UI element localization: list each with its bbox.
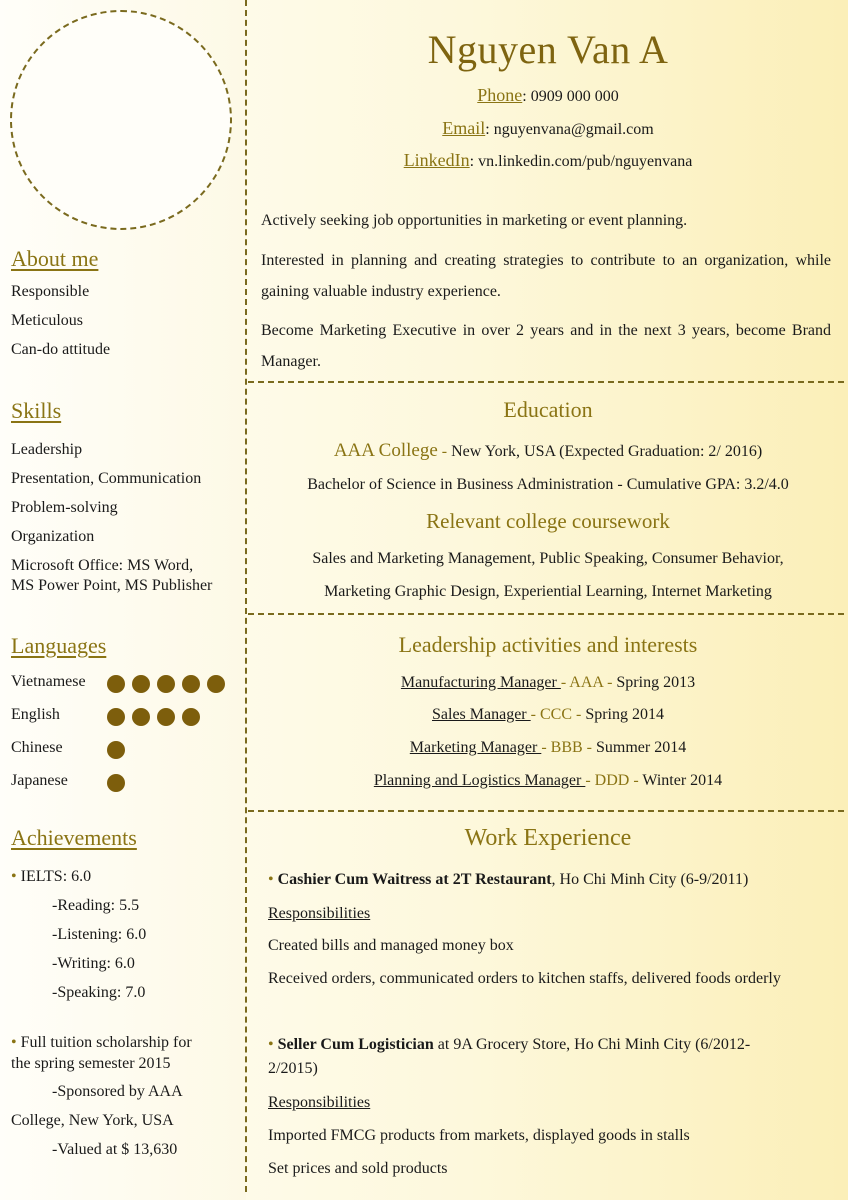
language-name: English (11, 706, 60, 723)
about-item: Can-do attitude (11, 341, 111, 358)
level-dot-icon (182, 708, 200, 726)
candidate-name: Nguyen Van A (427, 27, 669, 72)
linkedin-label: LinkedIn (403, 150, 470, 170)
sponsor-line: College, New York, USA (11, 1112, 174, 1129)
section-divider (248, 381, 844, 383)
leadership-heading: Leadership activities and interests (398, 632, 698, 657)
skills-heading: Skills (11, 398, 62, 423)
ielts-score: -Speaking: 7.0 (52, 984, 146, 1001)
language-row (11, 673, 241, 695)
responsibility-item: Set prices and sold products (268, 1160, 448, 1177)
language-level (107, 675, 225, 693)
email-label: Email (442, 118, 486, 138)
skill-item: Presentation, Communication (11, 470, 202, 487)
separator: - (585, 772, 595, 789)
level-dot-icon (207, 675, 225, 693)
level-dot-icon (157, 708, 175, 726)
level-dot-icon (107, 675, 125, 693)
linkedin-value: vn.linkedin.com/pub/nguyenvana (478, 153, 693, 170)
level-dot-icon (182, 675, 200, 693)
email-value: nguyenvana@gmail.com (493, 121, 654, 138)
scholarship-line: the spring semester 2015 (11, 1055, 171, 1072)
skill-item: Problem-solving (11, 499, 118, 516)
level-dot-icon (107, 774, 125, 792)
responsibility-item: Created bills and managed money box (268, 937, 514, 954)
level-dot-icon (132, 675, 150, 693)
level-dot-icon (132, 708, 150, 726)
leadership-period: Summer 2014 (595, 739, 687, 756)
coursework-line: Marketing Graphic Design, Experiential Learning, Internet Marketing (324, 583, 772, 600)
job-title: Cashier Cum Waitress at 2T Restaurant (277, 871, 552, 888)
separator: - (437, 443, 452, 460)
responsibilities-label: Responsibilities (268, 905, 371, 922)
leadership-item (248, 706, 848, 724)
ielts-score: -Reading: 5.5 (52, 897, 140, 914)
about-heading: About me (11, 246, 99, 271)
bullet-icon: • (11, 868, 17, 885)
language-row (11, 772, 241, 794)
leadership-role: Manufacturing Manager (400, 674, 561, 691)
column-divider (245, 0, 247, 1192)
languages-heading: Languages (11, 633, 107, 658)
separator: - (582, 739, 596, 756)
leadership-org: BBB (550, 739, 583, 756)
ielts-text: IELTS: 6.0 (20, 868, 92, 885)
phone-label: Phone (477, 85, 523, 105)
coursework-heading: Relevant college coursework (426, 509, 670, 533)
language-level (107, 741, 125, 759)
separator: - (530, 706, 540, 723)
work-heading: Work Experience (464, 825, 632, 851)
language-level (107, 774, 125, 792)
separator: - (541, 739, 551, 756)
objective-paragraph: Become Marketing Executive in over 2 years and in the next 3 years, become Brand Manager. (261, 322, 831, 370)
leadership-item (248, 739, 848, 757)
contact-phone: Phone: 0909 000 000 (477, 85, 619, 105)
about-item: Responsible (11, 283, 90, 300)
job-detail-cont: 2/2015) (268, 1060, 318, 1077)
achievement-ielts (11, 866, 91, 888)
language-name: Chinese (11, 739, 63, 756)
language-level (107, 708, 200, 726)
achievements-heading: Achievements (11, 825, 137, 850)
skill-item: MS Power Point, MS Publisher (11, 577, 213, 594)
bullet-icon: • (268, 1036, 274, 1053)
leadership-org: AAA (569, 674, 604, 691)
separator: - (560, 674, 570, 691)
job-title-line (268, 868, 828, 892)
responsibilities-label: Responsibilities (268, 1094, 371, 1111)
achievement-scholarship (11, 1032, 192, 1054)
leadership-item (248, 674, 848, 692)
leadership-org: DDD (594, 772, 630, 789)
bullet-icon: • (268, 871, 274, 888)
language-row (11, 739, 241, 761)
job-title-line (268, 1033, 828, 1057)
leadership-role: Marketing Manager (409, 739, 542, 756)
education-heading: Education (503, 397, 593, 422)
level-dot-icon (107, 741, 125, 759)
scholarship-line: Full tuition scholarship for (20, 1034, 192, 1051)
level-dot-icon (157, 675, 175, 693)
leadership-period: Spring 2013 (616, 674, 696, 691)
language-row (11, 706, 241, 728)
leadership-role: Planning and Logistics Manager (373, 772, 586, 789)
language-name: Japanese (11, 772, 68, 789)
skill-item: Leadership (11, 441, 83, 458)
coursework-line: Sales and Marketing Management, Public Speaking, Consumer Behavior, (312, 550, 784, 567)
separator: - (571, 706, 586, 723)
separator: - (603, 674, 617, 691)
separator: - (629, 772, 643, 789)
language-name: Vietnamese (11, 673, 86, 690)
responsibility-item: Received orders, communicated orders to kitchen staffs, delivered foods orderly (268, 970, 781, 987)
job-title: Seller Cum Logistician (277, 1036, 434, 1053)
profile-photo-placeholder (10, 10, 232, 230)
phone-value: 0909 000 000 (530, 88, 619, 105)
leadership-role: Sales Manager (432, 706, 531, 723)
leadership-org: CCC (539, 706, 572, 723)
sponsor-line: -Sponsored by AAA (52, 1083, 183, 1100)
scholarship-value: -Valued at $ 13,630 (52, 1141, 178, 1158)
school-name: AAA College (333, 440, 438, 461)
contact-linkedin: LinkedIn: vn.linkedin.com/pub/nguyenvana (403, 150, 693, 170)
skill-item: Microsoft Office: MS Word, (11, 557, 194, 574)
education-school-line (248, 440, 848, 462)
ielts-score: -Writing: 6.0 (52, 955, 135, 972)
job-detail: , Ho Chi Minh City (6-9/2011) (551, 871, 749, 888)
objective-paragraph: Interested in planning and creating strategies to contribute to an organization, while gaining valuable industry experience. (261, 252, 831, 300)
responsibility-item: Imported FMCG products from markets, displayed goods in stalls (268, 1127, 690, 1144)
school-location: New York, USA (Expected Graduation: 2/ 2016) (451, 443, 763, 460)
section-divider (248, 613, 844, 615)
leadership-period: Winter 2014 (642, 772, 723, 789)
objective-paragraph: Actively seeking job opportunities in marketing or event planning. (261, 212, 688, 229)
skill-item: Organization (11, 528, 95, 545)
level-dot-icon (107, 708, 125, 726)
ielts-score: -Listening: 6.0 (52, 926, 147, 943)
section-divider (248, 810, 844, 812)
about-item: Meticulous (11, 312, 83, 329)
job-detail: at 9A Grocery Store, Ho Chi Minh City (6/2012- (433, 1036, 751, 1053)
leadership-item (248, 772, 848, 790)
leadership-period: Spring 2014 (585, 706, 664, 723)
contact-email: Email: nguyenvana@gmail.com (442, 118, 654, 138)
degree-line: Bachelor of Science in Business Administration - Cumulative GPA: 3.2/4.0 (307, 476, 789, 493)
bullet-icon: • (11, 1034, 17, 1051)
